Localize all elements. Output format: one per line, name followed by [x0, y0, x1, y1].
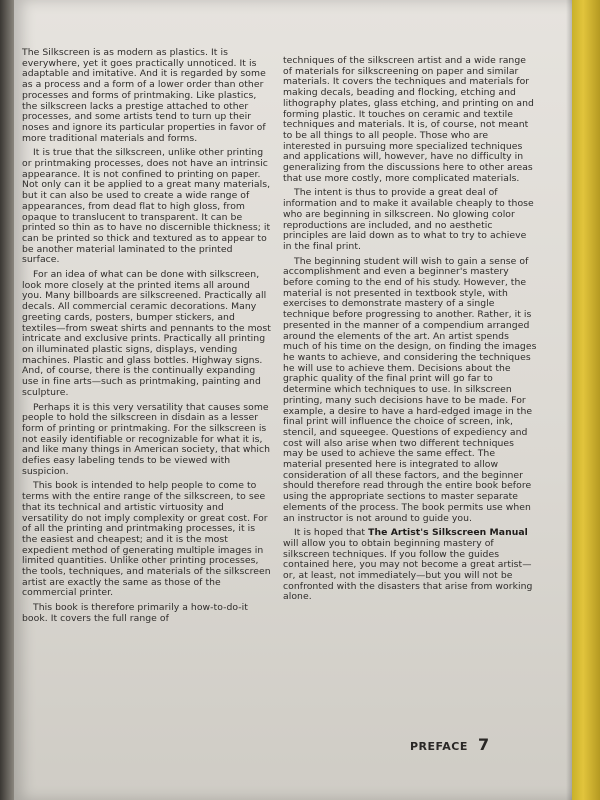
paragraph: The Silkscreen is as modern as plastics. It is everywhere, yet it goes practically unnoticed. It is adaptable and imitative. And it is regarded by some as a process and a form of a lower order than other processes and forms of printmaking. Like plastics, the silkscreen lacks a prestige attached to other processes, and some artists tend to turn up their noses and ignore its particular properties in favor of more traditional materials and forms.	[22, 47, 266, 144]
book-title: The Artist's Silkscreen Manual	[368, 527, 528, 539]
right-text-column	[283, 56, 537, 607]
paragraph: Perhaps it is this very versatility that causes some people to hold the silkscreen in disdain as a lesser form of printing or printmaking. For the silkscreen is not easily identifiable or recognizable for what it is, and like many things in American society, that which defies easy labeling tends to be viewed with suspicion.	[22, 401, 271, 477]
running-footer-label: PREFACE	[410, 740, 468, 753]
paragraph: The beginning student will wish to gain a sense of accomplishment and even a beginner's mastery before coming to the end of his study. However, the material is not presented in textbook style, with exercises to demonstrate mastery of a single technique before progressing to another. Rather, it is presented in the manner of a compendium arranged around the elements of the art. An artist spends much of his time on the design, on finding the images he wants to achieve, and considering the techniques he will use to achieve them. Decisions about the graphic quality of the final print will go far to determine which techniques to use. In silkscreen printing, many such decisions have to be made. For example, a desire to have a hard-edged image in the final print will influence the choice of screen, ink, stencil, and squeegee. Questions of expediency and cost will also arise when two different techniques may be used to achieve the same effect. The material presented here is integrated to allow consideration of all these factors, and the beginner should therefore read through the entire book before using the appropriate sections to master separate elements of the process. The book permits use when an instructor is not around to guide you.	[283, 255, 537, 524]
paragraph: This book is therefore primarily a how-to-do-it book. It covers the full range of	[22, 602, 248, 624]
final-paragraph	[283, 528, 537, 603]
paragraph: The intent is thus to provide a great deal of information and to make it available cheaply to those who are beginning in silkscreen. No glowing color reproductions are included, and no aesthetic principles are laid down as to what to try to achieve in the final print.	[283, 187, 534, 252]
book-cover-edge	[572, 0, 600, 800]
paragraph: This book is intended to help people to come to terms with the entire range of the silkscreen, to see that its technical and artistic virtuosity and versatility do not imply complexity or great cost. For of all the printing and printmaking processes, it is the easiest and cheapest; and it is the most expedient method of generating multiple images in limited quantities. Unlike other printing processes, the tools, techniques, and materials of the silkscreen artist are exactly the same as those of the commercial printer.	[22, 480, 271, 599]
left-text-column	[22, 48, 272, 629]
page-number: 7	[478, 735, 490, 754]
paragraph: techniques of the silkscreen artist and a wide range of materials for silkscreening on paper and similar materials. It covers the techniques and materials for making decals, beading and flocking, etching and lithography plates, glass etching, and printing on and forming plastic. It touches on ceramic and textile techniques and materials. It is, of course, not meant to be all things to all people. Those who are interested in pursuing more specialized techniques and applications will, however, have no difficulty in generalizing from the discussions here to other areas that use more costly, more complicated materials.	[283, 55, 534, 184]
paragraph: It is true that the silkscreen, unlike other printing or printmaking processes, does not have an intrinsic appearance. It is not confined to printing on paper. Not only can it be applied to a great many materials, but it can also be used to create a wide range of appearances, from dead flat to high gloss, from opaque to translucent to transparent. It can be printed so thin as to have no discernible thickness; it can be printed so thick and textured as to appear to be another material laminated to the printed surface.	[22, 147, 271, 266]
final-paragraph-rest: will allow you to obtain beginning mastery of silkscreen techniques. If you follow the guides contained here, you may not become a great artist—or, at least, not immediately—but you will not be confronted with the disasters that arise from working alone.	[283, 537, 533, 603]
final-paragraph-lead: It is hoped that	[294, 527, 369, 539]
paragraph: For an idea of what can be done with silkscreen, look more closely at the printed items all around you. Many billboards are silkscreened. Practically all decals. All commercial ceramic decorations. Many greeting cards, posters, bumper stickers, and textiles—from sweat shirts and pennants to the most intricate and exclusive prints. Practically all printing on illuminated plastic signs, displays, vending machines. Plastic and glass bottles. Highway signs. And, of course, there is the continually expanding use in fine arts—such as printmaking, painting and sculpture.	[22, 269, 271, 398]
